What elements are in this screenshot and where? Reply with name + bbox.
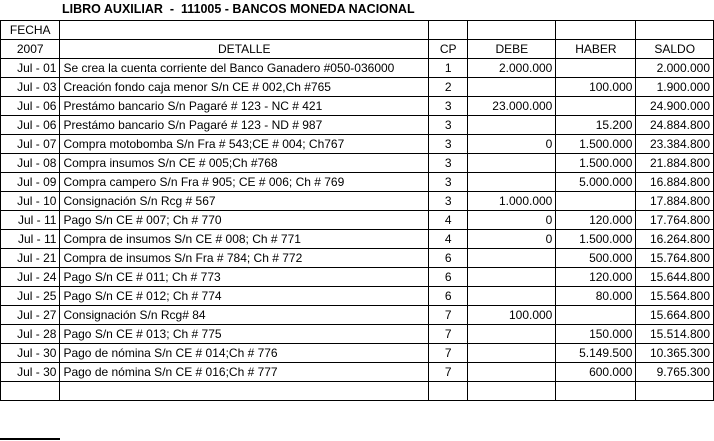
- cell-cp: 4: [429, 230, 468, 249]
- cell-saldo: 17.884.800: [636, 192, 714, 211]
- table-row: [1, 78, 714, 97]
- cell-cp: 3: [429, 173, 468, 192]
- cell-fecha: Jul - 10: [1, 192, 60, 211]
- cell-haber: [556, 59, 636, 78]
- cell-cp: 7: [429, 306, 468, 325]
- cell-debe: [468, 325, 556, 344]
- cell-debe: [468, 116, 556, 135]
- cell-cp: 3: [429, 192, 468, 211]
- cell-detalle: Consignación S/n Rcg # 567: [60, 192, 429, 211]
- table-row: [1, 325, 714, 344]
- empty-cell: [468, 382, 556, 401]
- cell-saldo: 24.900.000: [636, 97, 714, 116]
- cell-cp: 7: [429, 363, 468, 382]
- cell-fecha: Jul - 03: [1, 78, 60, 97]
- cell-cp: 3: [429, 154, 468, 173]
- cell-detalle: Pago de nómina S/n CE # 014;Ch # 776: [60, 344, 429, 363]
- header-fecha: FECHA: [1, 21, 60, 40]
- table-row: [1, 192, 714, 211]
- footer-rule: [0, 438, 60, 440]
- cell-cp: 3: [429, 116, 468, 135]
- cell-haber: 1.500.000: [556, 135, 636, 154]
- cell-fecha: Jul - 08: [1, 154, 60, 173]
- header-empty: [429, 21, 468, 40]
- cell-saldo: 17.764.800: [636, 211, 714, 230]
- cell-saldo: 10.365.300: [636, 344, 714, 363]
- cell-saldo: 15.764.800: [636, 249, 714, 268]
- table-row: [1, 363, 714, 382]
- table-row: [1, 249, 714, 268]
- cell-cp: 6: [429, 268, 468, 287]
- cell-detalle: Compra de insumos S/n CE # 008; Ch # 771: [60, 230, 429, 249]
- cell-haber: 5.149.500: [556, 344, 636, 363]
- empty-cell: [60, 382, 429, 401]
- header-empty: [468, 21, 556, 40]
- cell-detalle: Pago de nómina S/n CE # 016;Ch # 777: [60, 363, 429, 382]
- cell-saldo: 16.264.800: [636, 230, 714, 249]
- cell-haber: 150.000: [556, 325, 636, 344]
- cell-saldo: 9.765.300: [636, 363, 714, 382]
- header-empty: [60, 21, 429, 40]
- cell-debe: 0: [468, 230, 556, 249]
- cell-haber: [556, 97, 636, 116]
- cell-saldo: 24.884.800: [636, 116, 714, 135]
- header-haber: HABER: [556, 40, 636, 59]
- table-row: [1, 97, 714, 116]
- cell-saldo: 21.884.800: [636, 154, 714, 173]
- cell-cp: 3: [429, 97, 468, 116]
- cell-fecha: Jul - 30: [1, 344, 60, 363]
- cell-fecha: Jul - 11: [1, 211, 60, 230]
- header-row-1: [1, 21, 714, 40]
- table-row: [1, 344, 714, 363]
- table-row: [1, 230, 714, 249]
- cell-cp: 7: [429, 344, 468, 363]
- cell-fecha: Jul - 11: [1, 230, 60, 249]
- cell-cp: 4: [429, 211, 468, 230]
- cell-saldo: 15.514.800: [636, 325, 714, 344]
- cell-haber: 15.200: [556, 116, 636, 135]
- cell-fecha: Jul - 24: [1, 268, 60, 287]
- cell-saldo: 15.564.800: [636, 287, 714, 306]
- empty-cell: [636, 382, 714, 401]
- cell-detalle: Creación fondo caja menor S/n CE # 002,Ch #765: [60, 78, 429, 97]
- cell-detalle: Consignación S/n Rcg# 84: [60, 306, 429, 325]
- table-row: [1, 116, 714, 135]
- cell-fecha: Jul - 25: [1, 287, 60, 306]
- cell-fecha: Jul - 01: [1, 59, 60, 78]
- cell-debe: [468, 363, 556, 382]
- cell-fecha: Jul - 27: [1, 306, 60, 325]
- cell-detalle: Pago S/n CE # 013; Ch # 775: [60, 325, 429, 344]
- cell-saldo: 2.000.000: [636, 59, 714, 78]
- empty-cell: [1, 382, 60, 401]
- cell-haber: 100.000: [556, 78, 636, 97]
- cell-debe: 100.000: [468, 306, 556, 325]
- cell-debe: 2.000.000: [468, 59, 556, 78]
- cell-saldo: 16.884.800: [636, 173, 714, 192]
- cell-fecha: Jul - 09: [1, 173, 60, 192]
- cell-haber: 1.500.000: [556, 154, 636, 173]
- cell-haber: [556, 192, 636, 211]
- cell-saldo: 15.644.800: [636, 268, 714, 287]
- header-empty: [556, 21, 636, 40]
- header-year: 2007: [1, 40, 60, 59]
- cell-cp: 6: [429, 287, 468, 306]
- cell-saldo: 15.664.800: [636, 306, 714, 325]
- cell-saldo: 23.384.800: [636, 135, 714, 154]
- ledger-title: LIBRO AUXILIAR - 111005 - BANCOS MONEDA NACIONAL: [62, 2, 415, 16]
- cell-detalle: Prestámo bancario S/n Pagaré # 123 - ND # 987: [60, 116, 429, 135]
- cell-fecha: Jul - 21: [1, 249, 60, 268]
- ledger-table: [0, 20, 714, 401]
- header-detalle: DETALLE: [60, 40, 429, 59]
- cell-debe: [468, 268, 556, 287]
- cell-detalle: Compra de insumos S/n Fra # 784; Ch # 772: [60, 249, 429, 268]
- header-saldo: SALDO: [636, 40, 714, 59]
- table-row: [1, 135, 714, 154]
- cell-detalle: Prestámo bancario S/n Pagaré # 123 - NC # 421: [60, 97, 429, 116]
- cell-detalle: Compra insumos S/n CE # 005;Ch #768: [60, 154, 429, 173]
- cell-detalle: Pago S/n CE # 007; Ch # 770: [60, 211, 429, 230]
- cell-haber: 1.500.000: [556, 230, 636, 249]
- cell-fecha: Jul - 30: [1, 363, 60, 382]
- header-debe: DEBE: [468, 40, 556, 59]
- cell-fecha: Jul - 06: [1, 97, 60, 116]
- cell-debe: [468, 249, 556, 268]
- cell-cp: 3: [429, 135, 468, 154]
- cell-haber: 500.000: [556, 249, 636, 268]
- cell-detalle: Pago S/n CE # 012; Ch # 774: [60, 287, 429, 306]
- cell-cp: 6: [429, 249, 468, 268]
- cell-haber: 80.000: [556, 287, 636, 306]
- empty-cell: [556, 382, 636, 401]
- cell-haber: [556, 306, 636, 325]
- table-row: [1, 268, 714, 287]
- cell-cp: 2: [429, 78, 468, 97]
- cell-haber: 120.000: [556, 268, 636, 287]
- cell-fecha: Jul - 07: [1, 135, 60, 154]
- table-row: [1, 154, 714, 173]
- cell-debe: 0: [468, 211, 556, 230]
- cell-fecha: Jul - 06: [1, 116, 60, 135]
- cell-debe: [468, 78, 556, 97]
- header-cp: CP: [429, 40, 468, 59]
- table-row: [1, 287, 714, 306]
- cell-debe: 0: [468, 135, 556, 154]
- cell-haber: 120.000: [556, 211, 636, 230]
- cell-detalle: Pago S/n CE # 011; Ch # 773: [60, 268, 429, 287]
- table-row: [1, 306, 714, 325]
- table-row: [1, 173, 714, 192]
- cell-debe: [468, 154, 556, 173]
- cell-debe: [468, 344, 556, 363]
- header-row-2: [1, 40, 714, 59]
- cell-haber: 5.000.000: [556, 173, 636, 192]
- cell-debe: 23.000.000: [468, 97, 556, 116]
- table-row-empty: [1, 382, 714, 401]
- cell-debe: 1.000.000: [468, 192, 556, 211]
- cell-saldo: 1.900.000: [636, 78, 714, 97]
- cell-cp: 7: [429, 325, 468, 344]
- cell-detalle: Se crea la cuenta corriente del Banco Ganadero #050-036000: [60, 59, 429, 78]
- cell-cp: 1: [429, 59, 468, 78]
- table-row: [1, 211, 714, 230]
- empty-cell: [429, 382, 468, 401]
- cell-detalle: Compra campero S/n Fra # 905; CE # 006; Ch # 769: [60, 173, 429, 192]
- cell-debe: [468, 173, 556, 192]
- cell-fecha: Jul - 28: [1, 325, 60, 344]
- cell-detalle: Compra motobomba S/n Fra # 543;CE # 004; Ch767: [60, 135, 429, 154]
- table-row: [1, 59, 714, 78]
- header-empty: [636, 21, 714, 40]
- cell-debe: [468, 287, 556, 306]
- cell-haber: 600.000: [556, 363, 636, 382]
